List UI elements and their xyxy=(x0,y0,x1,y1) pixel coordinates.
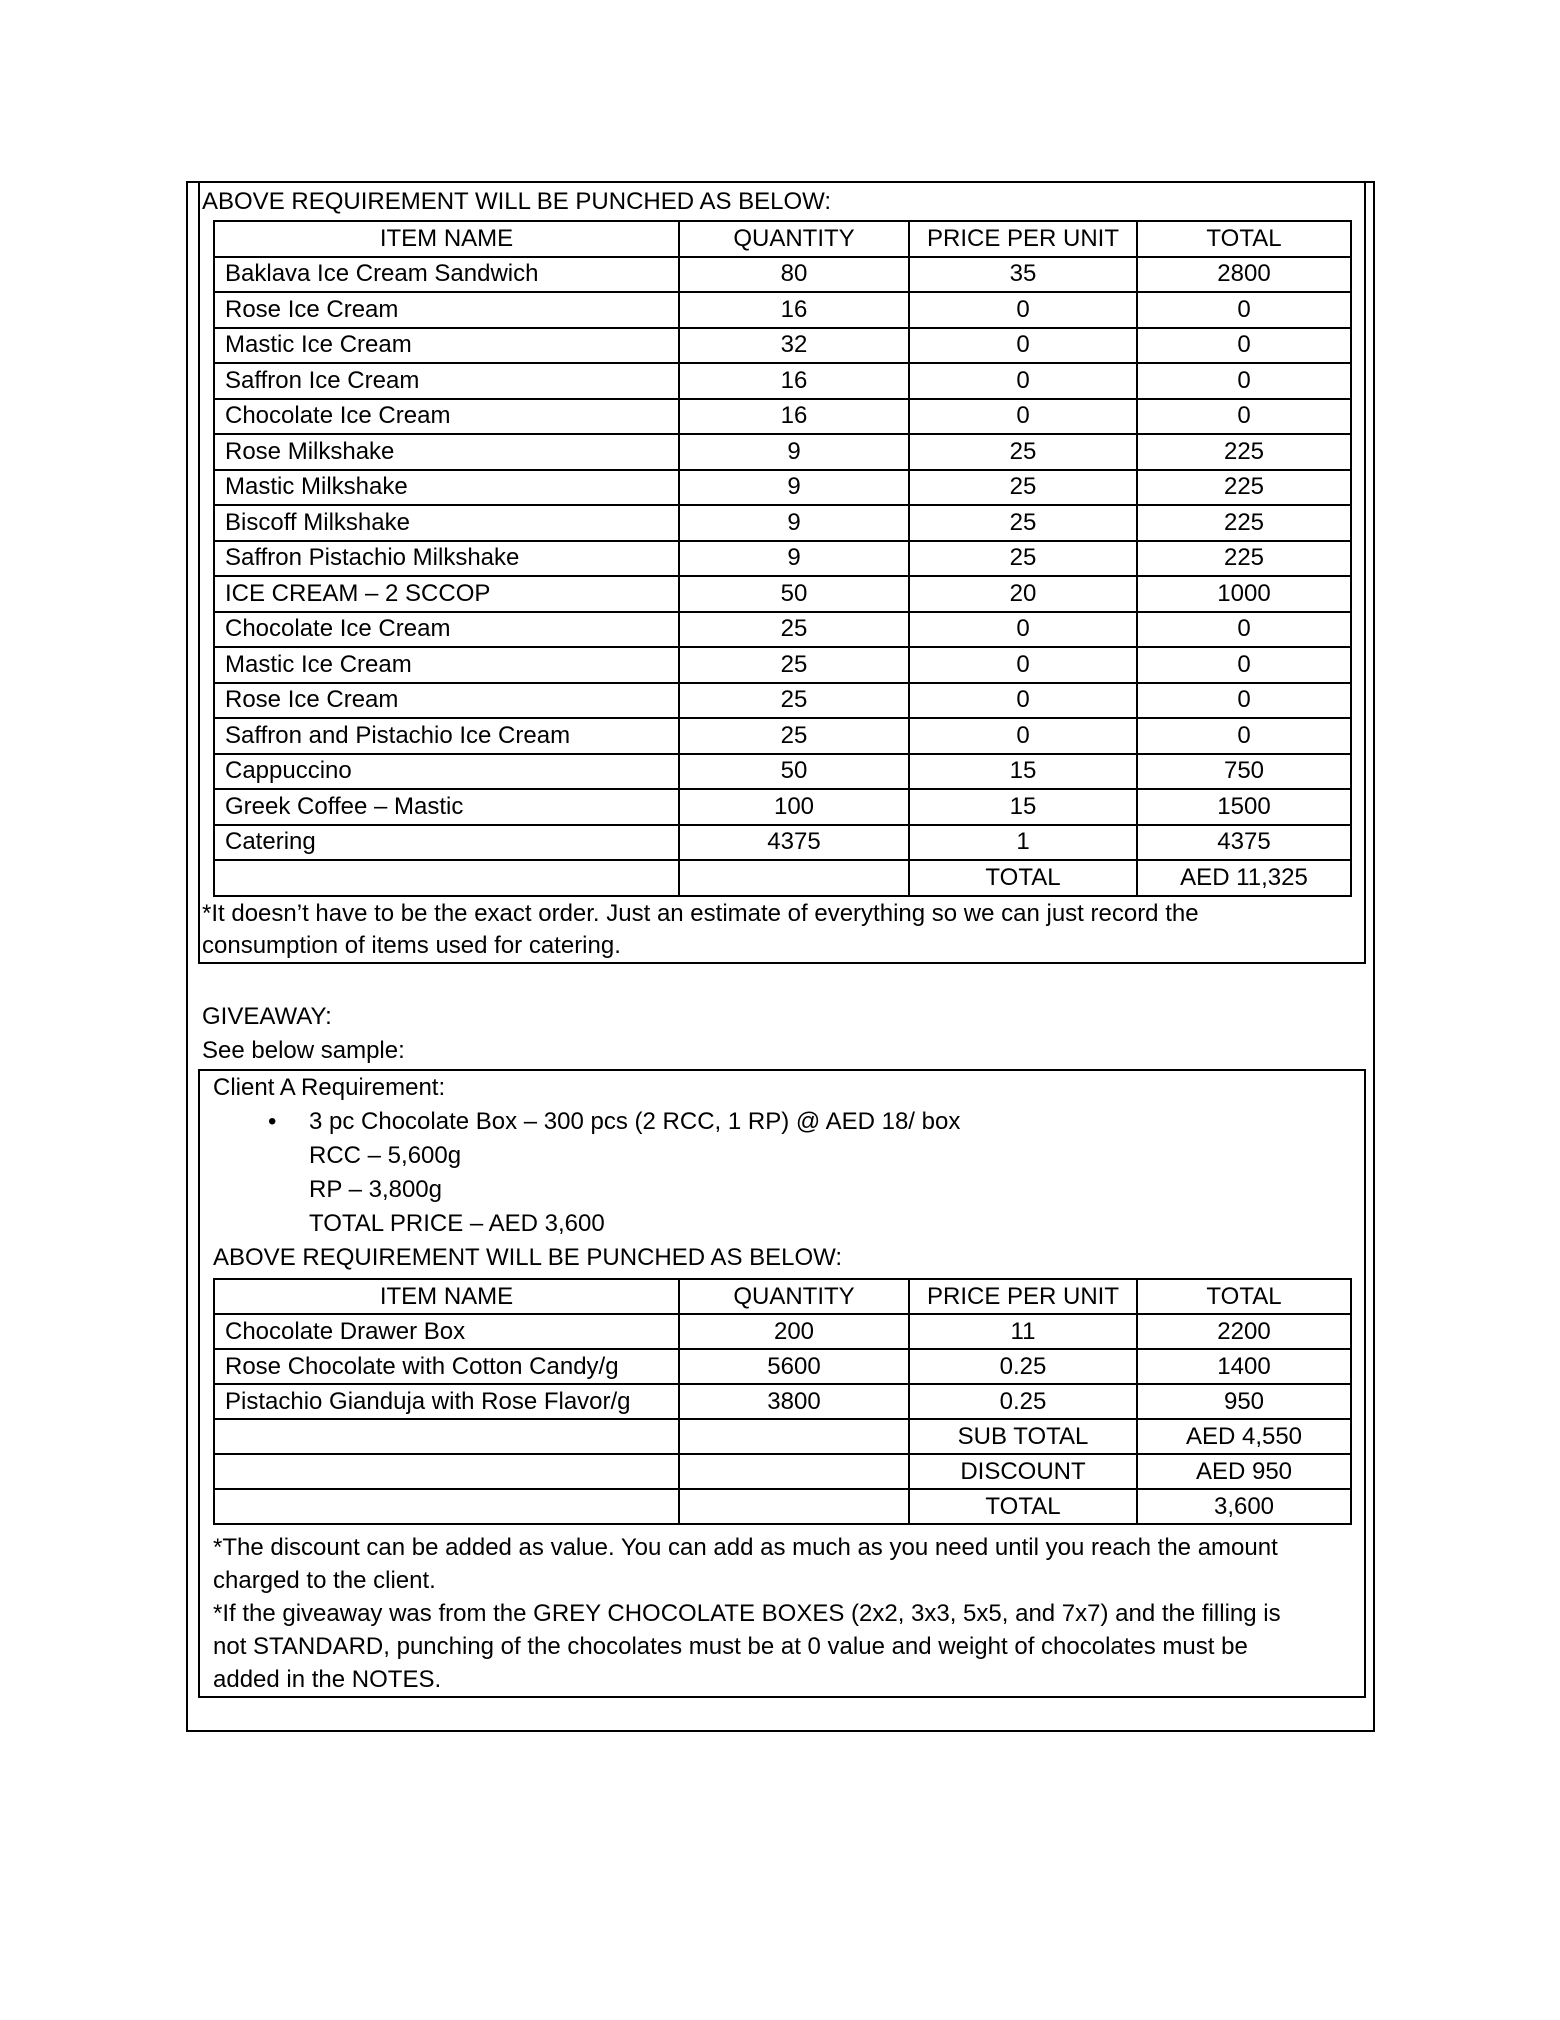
quantity-cell: 80 xyxy=(679,257,909,293)
bullet-icon: • xyxy=(268,1108,277,1135)
giveaway-sample-label: See below sample: xyxy=(202,1037,405,1064)
price-per-unit-cell: 0 xyxy=(909,292,1137,328)
table-row xyxy=(214,1314,1351,1349)
table-row xyxy=(214,718,1351,754)
price-per-unit-cell: 0 xyxy=(909,683,1137,719)
requirement-section-box xyxy=(198,181,1366,964)
total-cell: 225 xyxy=(1137,505,1351,541)
table-row xyxy=(214,363,1351,399)
price-per-unit-cell: 0 xyxy=(909,612,1137,648)
price-per-unit-cell: 0 xyxy=(909,399,1137,435)
item-name-cell xyxy=(214,1454,679,1489)
total-cell: AED 950 xyxy=(1137,1454,1351,1489)
item-name-cell xyxy=(214,860,679,896)
table-row xyxy=(214,257,1351,293)
item-name-cell: Saffron Pistachio Milkshake xyxy=(214,541,679,577)
quantity-cell: 16 xyxy=(679,292,909,328)
table-row xyxy=(214,1454,1351,1489)
quantity-cell: 32 xyxy=(679,328,909,364)
note-line: consumption of items used for catering. xyxy=(202,931,621,959)
column-header-total: TOTAL xyxy=(1137,221,1351,257)
total-cell: 0 xyxy=(1137,363,1351,399)
requirement-detail-line: RCC – 5,600g xyxy=(309,1142,462,1169)
quantity-cell: 50 xyxy=(679,576,909,612)
total-cell: 0 xyxy=(1137,647,1351,683)
price-per-unit-cell: TOTAL xyxy=(909,860,1137,896)
table-header-row xyxy=(214,1279,1351,1314)
requirement-detail-line: TOTAL PRICE – AED 3,600 xyxy=(309,1210,605,1237)
section-title: ABOVE REQUIREMENT WILL BE PUNCHED AS BELOW: xyxy=(202,188,832,215)
item-name-cell: Mastic Milkshake xyxy=(214,470,679,506)
quantity-cell: 16 xyxy=(679,363,909,399)
quantity-cell: 9 xyxy=(679,434,909,470)
price-per-unit-cell: 15 xyxy=(909,789,1137,825)
giveaway-notes xyxy=(213,1531,1364,1696)
table-row xyxy=(214,292,1351,328)
requirement-detail-line: RP – 3,800g xyxy=(309,1176,442,1203)
quantity-cell xyxy=(679,1419,909,1454)
quantity-cell: 9 xyxy=(679,541,909,577)
item-name-cell: Chocolate Drawer Box xyxy=(214,1314,679,1349)
total-cell: 750 xyxy=(1137,754,1351,790)
item-name-cell: Catering xyxy=(214,825,679,861)
quantity-cell xyxy=(679,1489,909,1524)
price-per-unit-cell: 15 xyxy=(909,754,1137,790)
quantity-cell: 25 xyxy=(679,683,909,719)
quantity-cell xyxy=(679,860,909,896)
total-cell: 225 xyxy=(1137,470,1351,506)
total-cell: 225 xyxy=(1137,541,1351,577)
table-row xyxy=(214,328,1351,364)
price-per-unit-cell: DISCOUNT xyxy=(909,1454,1137,1489)
item-name-cell: Greek Coffee – Mastic xyxy=(214,789,679,825)
total-cell: 2200 xyxy=(1137,1314,1351,1349)
quantity-cell: 9 xyxy=(679,505,909,541)
price-per-unit-cell: 0 xyxy=(909,647,1137,683)
price-per-unit-cell: TOTAL xyxy=(909,1489,1137,1524)
table-row xyxy=(214,1349,1351,1384)
quantity-cell: 100 xyxy=(679,789,909,825)
table-row xyxy=(214,1489,1351,1524)
item-name-cell: Saffron Ice Cream xyxy=(214,363,679,399)
note-line: added in the NOTES. xyxy=(213,1666,442,1693)
table-row xyxy=(214,1419,1351,1454)
note-line: charged to the client. xyxy=(213,1567,436,1594)
price-per-unit-cell: 20 xyxy=(909,576,1137,612)
note-line: *The discount can be added as value. You can add as much as you need until you reach the amount xyxy=(213,1534,1278,1561)
table-row xyxy=(214,505,1351,541)
price-per-unit-cell: 35 xyxy=(909,257,1137,293)
price-per-unit-cell: 0 xyxy=(909,328,1137,364)
quantity-cell: 200 xyxy=(679,1314,909,1349)
column-header-item-name: ITEM NAME xyxy=(214,221,679,257)
table-row xyxy=(214,647,1351,683)
total-cell: 0 xyxy=(1137,683,1351,719)
item-name-cell: Rose Ice Cream xyxy=(214,683,679,719)
table-row xyxy=(214,399,1351,435)
price-per-unit-cell: SUB TOTAL xyxy=(909,1419,1137,1454)
price-per-unit-cell: 11 xyxy=(909,1314,1137,1349)
total-cell: 1000 xyxy=(1137,576,1351,612)
giveaway-section-box xyxy=(198,1069,1366,1698)
column-header-quantity: QUANTITY xyxy=(679,221,909,257)
item-name-cell xyxy=(214,1419,679,1454)
quantity-cell: 25 xyxy=(679,718,909,754)
table-row xyxy=(214,541,1351,577)
price-per-unit-cell: 1 xyxy=(909,825,1137,861)
item-name-cell: Baklava Ice Cream Sandwich xyxy=(214,257,679,293)
quantity-cell: 16 xyxy=(679,399,909,435)
section-note xyxy=(202,898,1364,962)
column-header-price-per-unit: PRICE PER UNIT xyxy=(909,1279,1137,1314)
quantity-cell: 50 xyxy=(679,754,909,790)
giveaway-table xyxy=(213,1278,1352,1525)
total-cell: AED 4,550 xyxy=(1137,1419,1351,1454)
price-per-unit-cell: 0 xyxy=(909,718,1137,754)
total-cell: 950 xyxy=(1137,1384,1351,1419)
item-name-cell: Mastic Ice Cream xyxy=(214,328,679,364)
total-cell: 2800 xyxy=(1137,257,1351,293)
quantity-cell: 5600 xyxy=(679,1349,909,1384)
table-row xyxy=(214,754,1351,790)
total-cell: 1500 xyxy=(1137,789,1351,825)
item-name-cell: Biscoff Milkshake xyxy=(214,505,679,541)
total-cell: 1400 xyxy=(1137,1349,1351,1384)
item-name-cell: Rose Chocolate with Cotton Candy/g xyxy=(214,1349,679,1384)
total-cell: 0 xyxy=(1137,292,1351,328)
table-row xyxy=(214,434,1351,470)
total-cell: 0 xyxy=(1137,718,1351,754)
quantity-cell: 3800 xyxy=(679,1384,909,1419)
column-header-quantity: QUANTITY xyxy=(679,1279,909,1314)
column-header-item-name: ITEM NAME xyxy=(214,1279,679,1314)
item-name-cell xyxy=(214,1489,679,1524)
quantity-cell: 25 xyxy=(679,612,909,648)
item-name-cell: Chocolate Ice Cream xyxy=(214,612,679,648)
total-cell: 0 xyxy=(1137,328,1351,364)
price-per-unit-cell: 0.25 xyxy=(909,1384,1137,1419)
table-header-row xyxy=(214,221,1351,257)
note-line: *If the giveaway was from the GREY CHOCOLATE BOXES (2x2, 3x3, 5x5, and 7x7) and the filling is xyxy=(213,1600,1281,1627)
table-row xyxy=(214,470,1351,506)
price-per-unit-cell: 25 xyxy=(909,434,1137,470)
item-name-cell: Chocolate Ice Cream xyxy=(214,399,679,435)
table-row xyxy=(214,860,1351,896)
item-name-cell: Rose Ice Cream xyxy=(214,292,679,328)
punch-table xyxy=(213,220,1352,897)
price-per-unit-cell: 25 xyxy=(909,505,1137,541)
quantity-cell: 9 xyxy=(679,470,909,506)
bullet-line xyxy=(200,1105,1364,1139)
price-per-unit-cell: 0 xyxy=(909,363,1137,399)
total-cell: 0 xyxy=(1137,612,1351,648)
quantity-cell: 4375 xyxy=(679,825,909,861)
giveaway-heading-block xyxy=(202,1000,405,1068)
column-header-price-per-unit: PRICE PER UNIT xyxy=(909,221,1137,257)
note-line: *It doesn’t have to be the exact order. Just an estimate of everything so we can just record the xyxy=(202,899,1199,927)
quantity-cell: 25 xyxy=(679,647,909,683)
table-row xyxy=(214,789,1351,825)
table-row xyxy=(214,1384,1351,1419)
total-cell: 0 xyxy=(1137,399,1351,435)
table-row xyxy=(214,683,1351,719)
item-name-cell: Mastic Ice Cream xyxy=(214,647,679,683)
punch-title: ABOVE REQUIREMENT WILL BE PUNCHED AS BELOW: xyxy=(213,1244,843,1271)
total-cell: 3,600 xyxy=(1137,1489,1351,1524)
table-row xyxy=(214,612,1351,648)
total-cell: 225 xyxy=(1137,434,1351,470)
item-name-cell: Saffron and Pistachio Ice Cream xyxy=(214,718,679,754)
giveaway-label: GIVEAWAY: xyxy=(202,1003,332,1030)
table-row xyxy=(214,576,1351,612)
column-header-total: TOTAL xyxy=(1137,1279,1351,1314)
note-line: not STANDARD, punching of the chocolates must be at 0 value and weight of chocolates must be xyxy=(213,1633,1248,1660)
item-name-cell: Rose Milkshake xyxy=(214,434,679,470)
table-row xyxy=(214,825,1351,861)
total-cell: AED 11,325 xyxy=(1137,860,1351,896)
item-name-cell: Cappuccino xyxy=(214,754,679,790)
item-name-cell: ICE CREAM – 2 SCCOP xyxy=(214,576,679,612)
client-requirement-title: Client A Requirement: xyxy=(213,1074,446,1101)
quantity-cell xyxy=(679,1454,909,1489)
total-cell: 4375 xyxy=(1137,825,1351,861)
item-name-cell: Pistachio Gianduja with Rose Flavor/g xyxy=(214,1384,679,1419)
price-per-unit-cell: 25 xyxy=(909,541,1137,577)
price-per-unit-cell: 25 xyxy=(909,470,1137,506)
bullet-text: 3 pc Chocolate Box – 300 pcs (2 RCC, 1 RP) @ AED 18/ box xyxy=(309,1108,961,1135)
price-per-unit-cell: 0.25 xyxy=(909,1349,1137,1384)
